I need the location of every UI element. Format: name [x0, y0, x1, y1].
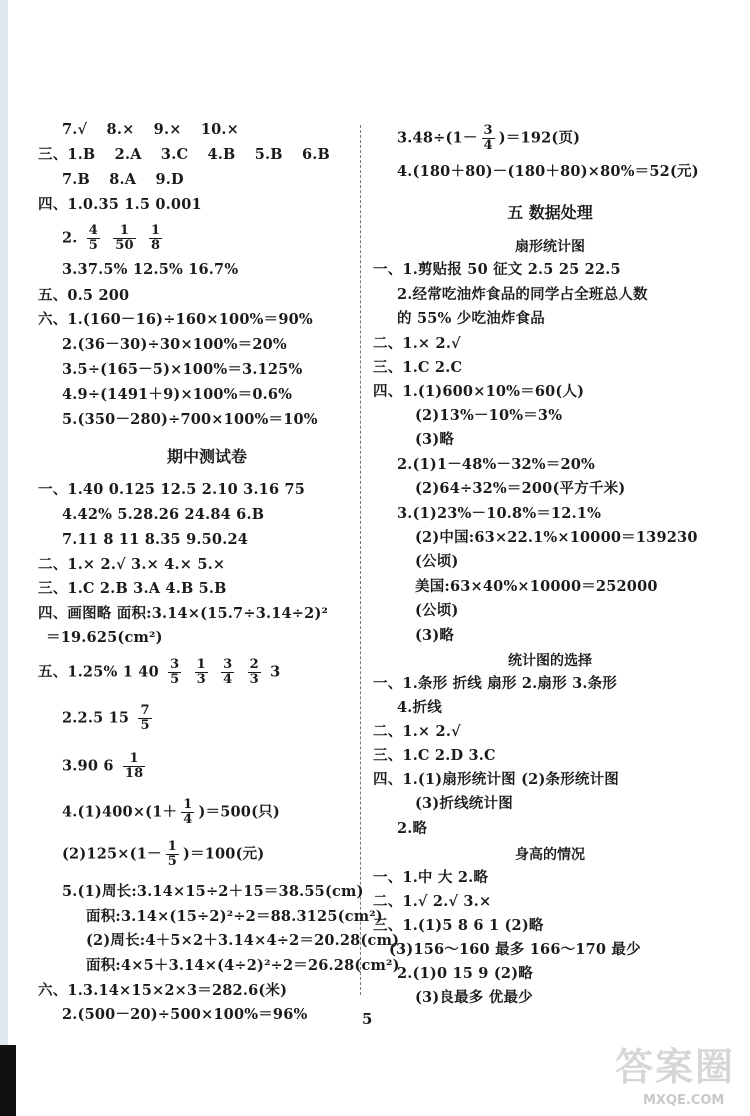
answer-line: 三、1.C 2.B 3.A 4.B 5.B: [38, 580, 227, 597]
fraction: $\frac{3}{4}$: [483, 123, 493, 153]
page-number: 5: [362, 1010, 373, 1028]
answer-line: 2.略: [397, 820, 428, 837]
answer-line: (3)156～160 最多 166～170 最少: [389, 941, 641, 958]
answer-line: 一、1.剪贴报 50 征文 2.5 25 22.5: [373, 261, 621, 278]
answer-line: 六、1.(160－16)÷160×100%＝90%: [38, 311, 313, 328]
answer-line: 2.(1)0 15 9 (2)略: [397, 965, 533, 982]
answer-line-fractions: 五、1.25% 1 40 $\frac{3}{5}$ $\frac{1}{3}$ $\frac{3}{4}$ $\frac{2}{3}$ 3: [38, 657, 281, 687]
answer-line: (2)13%－10%＝3%: [415, 407, 563, 424]
answer-line: 三、1.C 2.C: [373, 359, 463, 376]
answer-line: 美国:63×40%×10000＝252000: [415, 578, 658, 595]
fraction: $\frac{1}{8}$: [151, 223, 161, 253]
answer-line: 三、1.(1)5 8 6 1 (2)略: [373, 917, 544, 934]
fraction: $\frac{2}{3}$: [249, 657, 259, 687]
answer-line: 7.√ 8.× 9.× 10.×: [62, 121, 239, 138]
answer-line: 3.5÷(165－5)×100%＝3.125%: [62, 361, 303, 378]
answer-line-fractions: 3.90 6 $\frac{1}{18}$: [62, 751, 144, 781]
subsection-heading: 身高的情况: [515, 847, 585, 863]
answer-line-fractions: 2.2.5 15 $\frac{7}{5}$: [62, 703, 150, 733]
answer-line: 2.(1)1－48%－32%＝20%: [397, 456, 596, 473]
answer-line: 二、1.× 2.√: [373, 723, 461, 740]
answer-line: (2)周长:4＋5×2＋3.14×4÷2＝20.28(cm): [86, 932, 400, 949]
answer-line: (2)中国:63×22.1%×10000＝139230: [415, 529, 698, 546]
answer-line: 7.11 8 11 8.35 9.50.24: [62, 531, 249, 548]
fraction: $\frac{1}{4}$: [183, 797, 193, 827]
fraction: $\frac{1}{5}$: [167, 839, 177, 869]
answer-line: 3.37.5% 12.5% 16.7%: [62, 261, 239, 278]
fraction: $\frac{1}{18}$: [124, 751, 144, 781]
answer-line: 四、1.(1)600×10%＝60(人): [373, 383, 585, 400]
answer-line: 面积:4×5＋3.14×(4÷2)²÷2＝26.28(cm²): [86, 957, 400, 974]
answer-line: 7.B 8.A 9.D: [62, 171, 184, 188]
answer-line: ＝19.625(cm²): [46, 629, 163, 646]
answer-line: 四、1.0.35 1.5 0.001: [38, 196, 202, 213]
fraction: $\frac{3}{4}$: [223, 657, 233, 687]
section-heading-midterm: 期中测试卷: [166, 447, 247, 466]
answer-line: 二、1.× 2.√: [373, 335, 461, 352]
answer-line: 5.(1)周长:3.14×15÷2＋15＝38.55(cm): [62, 883, 364, 900]
fraction: $\frac{1}{50}$: [115, 223, 134, 253]
answer-line: 4.9÷(1491＋9)×100%＝0.6%: [62, 386, 293, 403]
subsection-heading: 扇形统计图: [515, 239, 585, 255]
answer-line: 三、1.C 2.D 3.C: [373, 747, 496, 764]
page-edge-shadow: [0, 0, 8, 1116]
answer-line-fractions: 3.48÷(1－ $\frac{3}{4}$ )＝192(页): [397, 123, 581, 153]
answer-line: 一、1.条形 折线 扇形 2.扇形 3.条形: [373, 675, 618, 692]
answer-line: 4.(180＋80)－(180＋80)×80%＝52(元): [397, 163, 699, 180]
answer-line: 2.(36－30)÷30×100%＝20%: [62, 336, 287, 353]
answer-line: 二、1.√ 2.√ 3.×: [373, 893, 492, 910]
answer-line: 4.42% 5.28.26 24.84 6.B: [62, 506, 265, 523]
answer-line-fractions: 2. $\frac{4}{5}$ $\frac{1}{50}$ $\frac{1}{8}$: [62, 223, 161, 253]
page-corner-dark: [0, 1045, 16, 1116]
answer-line: 的 55% 少吃油炸食品: [397, 310, 545, 327]
answer-line: 3.(1)23%－10.8%＝12.1%: [397, 505, 602, 522]
answer-line: (公顷): [415, 553, 459, 570]
section-heading-data: 五 数据处理: [507, 203, 593, 222]
answer-line: 二、1.× 2.√ 3.× 4.× 5.×: [38, 556, 226, 573]
answer-line: 一、1.中 大 2.略: [373, 869, 489, 886]
subsection-heading: 统计图的选择: [508, 653, 592, 669]
answer-line: 四、画图略 面积:3.14×(15.7÷3.14÷2)²: [38, 605, 329, 622]
answer-line-fractions: (2)125×(1－ $\frac{1}{5}$ )＝100(元): [62, 839, 265, 869]
answer-line: 三、1.B 2.A 3.C 4.B 5.B 6.B: [38, 146, 330, 163]
answer-line: (2)64÷32%＝200(平方千米): [415, 480, 626, 497]
column-divider: [360, 125, 361, 995]
fraction: $\frac{3}{5}$: [170, 657, 180, 687]
answer-line: (3)良最多 优最少: [415, 989, 533, 1006]
answer-line: 一、1.40 0.125 12.5 2.10 3.16 75: [38, 481, 306, 498]
fraction: $\frac{4}{5}$: [88, 223, 99, 253]
answer-line: (3)略: [415, 627, 455, 644]
fraction: $\frac{7}{5}$: [140, 703, 150, 733]
answer-line-fractions: 4.(1)400×(1＋ $\frac{1}{4}$ )＝500(只): [62, 797, 280, 827]
answer-line: 5.(350－280)÷700×100%＝10%: [62, 411, 318, 428]
answer-line: 四、1.(1)扇形统计图 (2)条形统计图: [373, 771, 620, 788]
fraction: $\frac{1}{3}$: [196, 657, 206, 687]
answer-line: 4.折线: [397, 699, 442, 716]
answer-line: 2.(500－20)÷500×100%＝96%: [62, 1006, 308, 1023]
answer-line: (3)略: [415, 431, 455, 448]
answer-line: 2.经常吃油炸食品的同学占全班总人数: [397, 286, 648, 303]
watermark-logo: 答案圈 MXQE.COM: [615, 1045, 736, 1108]
answer-line: 面积:3.14×(15÷2)²÷2＝88.3125(cm²): [86, 908, 383, 925]
answer-line: 五、0.5 200: [38, 287, 130, 304]
answer-line: (3)折线统计图: [415, 795, 513, 812]
answer-line: (公顷): [415, 602, 459, 619]
answer-line: 六、1.3.14×15×2×3＝282.6(米): [38, 982, 288, 999]
